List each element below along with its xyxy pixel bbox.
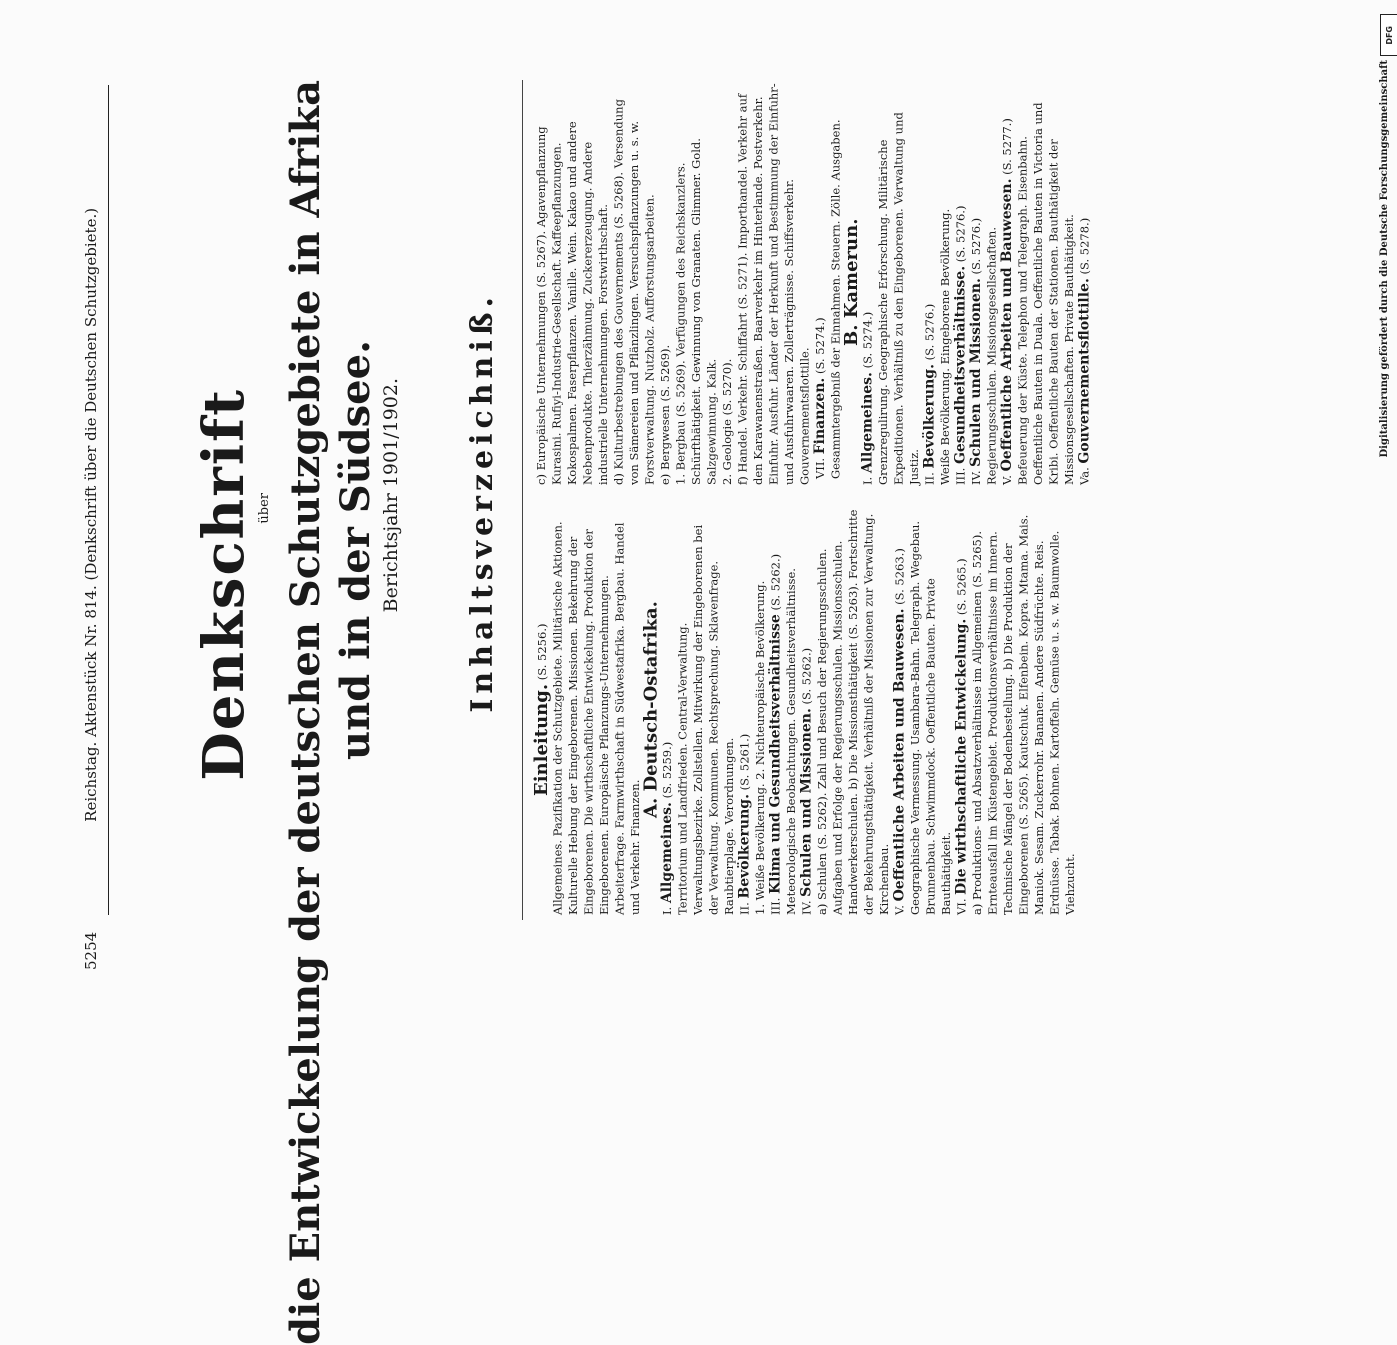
section-b-item-num: II.: [922, 472, 937, 485]
section-b-item-page: (S. 5276.): [953, 205, 968, 263]
section-a-item-num: V.: [892, 905, 907, 915]
title-subline-2: und in der Südsee.: [332, 340, 379, 760]
einleitung-text: Allgemeines. Pazifikation der Schutzgebiete. Militärische Aktionen. Kulturelle Hebung der Eingeborenen. Missionen. Bekehrung der Eingeborenen. Die wirthschaftliche Entwickelung. Produktion der Eingeborenen. Europäische Pflanzungs-Unternehmungen. Arbeiterfrage. Farmwirthschaft in Südwestafrika. Bergbau. Handel und Verkehr. Finanzen.: [550, 521, 642, 915]
toc-column-left: [531, 505, 1077, 915]
section-a-item-title: Bevölkerung.: [736, 794, 753, 899]
section-a-item-title: Die wirthschaftliche Entwickelung.: [953, 618, 970, 895]
item-d: d) Kulturbestrebungen des Gouvernements (S. 5268). Versendung von Sämereien und Pflänzlingen. Versuchspflanzungen u. s. w. Forstverwaltung. Nutzholz. Aufforstungsarbeiten.: [611, 99, 657, 485]
section-a-item-page: (S. 5265.): [954, 558, 969, 616]
section-a-item-num: VI.: [954, 898, 969, 915]
dfg-logo: DFG: [1380, 14, 1397, 56]
section-b-item-title: Gesundheitsverhältnisse.: [952, 265, 969, 465]
section-b-item: [923, 84, 954, 485]
toc-einleitung: [531, 505, 644, 915]
section-a-item-text: Geographische Vermessung. Usambara-Bahn. Telegraph. Wegebau. Brunnenbau. Schwimmdock. Oeffentliche Bauten. Private Bauthätigkeit.: [908, 520, 953, 915]
title-subline-1: die Entwickelung der deutschen Schutzgebiete in Afrika: [282, 80, 329, 1345]
toc-heading: Inhaltsverzeichniß.: [465, 292, 500, 713]
section-a-item-title: Oeffentliche Arbeiten und Bauwesen.: [891, 608, 908, 902]
section-b-item-num: V.: [1000, 475, 1014, 485]
section-a-item-title: Schulen und Missionen.: [798, 708, 815, 897]
section-a-list: [660, 505, 1079, 915]
section-b-item-title: Gouvernementsflottille.: [1076, 278, 1093, 464]
section-a-item-text: Meteorologische Beobachtungen. Gesundheitsverhältnisse.: [784, 568, 798, 915]
document-title: Denkschrift: [191, 388, 257, 781]
section-b-item-text: Weiße Bevölkerung. Eingeborene Bevölkerung.: [938, 208, 952, 485]
section-b-item-text: Befeuerung der Küste. Telephon und Telegraph. Eisenbahn. Oeffentliche Bauten in Duala. Oeffentliche Bauten in Victoria und Kribi. Oeffentliche Bauten der Stationen. Bauthätigkeit der Missionsgesellschaften. Private Bauthätigkeit.: [1015, 102, 1076, 485]
section-a-item: [738, 509, 769, 915]
section-a-item-page: (S. 5261.): [737, 733, 752, 791]
section-b-item-page: (S. 5277.): [1000, 118, 1014, 175]
section-a-item-page: (S. 5263.): [892, 548, 907, 605]
section-b-item-num: III.: [953, 467, 968, 485]
section-b-item-title: Schulen und Missionen.: [968, 278, 984, 467]
section-b-item-page: (S. 5274.): [860, 311, 875, 369]
section-a-item-page: (S. 5262.): [799, 647, 814, 705]
section-a-item-num: III.: [768, 897, 783, 915]
einleitung-page: (S. 5256.): [535, 623, 549, 681]
section-b-item-title: Bevölkerung.: [921, 364, 938, 469]
section-b-item-title: Oeffentliche Arbeiten und Bauwesen.: [999, 178, 1015, 472]
item-e2: 2. Geologie (S. 5270).: [720, 358, 734, 485]
section-a-item-text: a) Produktions- und Absatzverhältnisse im Allgemeinen (S. 5265). Ernteausfall im Küstengebiet. Produktionsverhältnisse im Innern. Technische Mängel der Bodenbestellung. b) Die Produktion der Eingeborenen (S. 5265). Kautschuk. Elfenbein. Kopra. Mtama. Mais. Maniok. Sesam. Zuckerrohr. Bananen. Andere Südfrüchte. Reis. Erdnüsse. Tabak. Bohnen. Kartoffeln. Gemüse u. s. w. Baumwolle. Viehzucht.: [970, 514, 1077, 915]
section-b-item: [1078, 84, 1094, 485]
section-b-item-num: IV.: [969, 470, 983, 485]
section-a-item-num: I.: [660, 906, 674, 915]
header-rule: [108, 85, 109, 915]
section-b-item-text: Grenzregulirung. Geographische Erforschung. Militärische Expeditionen. Verhältniß zu den Eingeborenen. Verwaltung und Justiz.: [876, 112, 921, 485]
section-b-item-num: Va.: [1077, 467, 1092, 485]
section-b-item: [969, 84, 1000, 485]
digitization-credit: Digitalisierung gefördert durch die Deutsche Forschungsgemeinschaft: [1379, 60, 1390, 458]
section-a-item-num: II.: [737, 902, 752, 915]
page-number: 5254: [82, 931, 100, 970]
item-f: f) Handel. Verkehr. Schiffahrt (S. 5271). Importhandel. Verkehr auf den Karawanenstraßen. Baarverkehr im Hinterlande. Postverkehr. Einfuhr. Ausfuhr. Länder der Herkunft und Bestimmung der Einfuhr- und Ausfuhrwaaren. Zollerträgnisse. Schiffsverkehr. Gouvernementsflottille.: [735, 83, 812, 485]
section-a-title: A. Deutsch-Ostafrika.: [640, 601, 662, 819]
section-a-item: [893, 509, 955, 915]
section-a-item-title: Allgemeines.: [659, 802, 675, 904]
section-a-item: [769, 509, 800, 915]
section-b-item-page: (S. 5276.): [969, 217, 983, 275]
section-b-item-page: (S. 5276.): [922, 303, 937, 361]
running-head: [84, 40, 99, 970]
section-b-item: [861, 84, 923, 485]
section-a-item-num: IV.: [799, 900, 814, 915]
section-b-item-page: (S. 5278.): [1077, 217, 1092, 275]
section-b-list: [861, 80, 1094, 485]
section-a-item-text: Territorium und Landfrieden. Central-Verwaltung. Verwaltungsbezirke. Zollstellen. Mitwirkung der Eingeborenen bei der Verwaltung. Kommunen. Rechtsprechung. Sklavenfrage. Raubtierplage. Verordnungen.: [675, 524, 736, 915]
section-b-title: B. Kamerun.: [841, 218, 862, 347]
section-b-item: [954, 84, 970, 485]
item-e1: 1. Bergbau (S. 5269). Verfügungen des Reichskanzlers. Schürfthätigkeit. Gewinnung von Granaten. Glimmer. Gold. Salzgewinnung. Kalk.: [673, 138, 719, 485]
section-b-item-text: Regierungsschulen. Missionsgesellschaften.: [984, 227, 999, 485]
einleitung-title: Einleitung.: [531, 684, 552, 797]
item-vii: VII. Finanzen. (S. 5274.) Gesammtergebniß der Einnahmen. Steuern. Zölle. Ausgaben.: [812, 119, 843, 479]
section-b-item: [1000, 84, 1078, 485]
item-e: e) Bergwesen (S. 5269).: [658, 344, 672, 485]
section-a-item: [800, 509, 893, 915]
section-b-item-num: I.: [860, 476, 875, 485]
section-a-item-page: (S. 5259.): [660, 741, 674, 799]
section-a-item-text: a) Schulen (S. 5262). Zahl und Besuch der Regierungsschulen. Aufgaben und Erfolge der Regierungsschulen. Missionsschulen. Handwerkerschulen. b) Die Missionsthätigkeit (S. 5263). Fortschritte der Bekehrungsthätigkeit. Verhältniß der Missionen zur Verwaltung. Kirchenbau.: [815, 509, 891, 915]
section-b-item-title: Allgemeines.: [859, 372, 876, 474]
item-c: c) Europäische Unternehmungen (S. 5267). Agavenpflanzung Kurasini. Rufiyi-Industrie-Gesellschaft. Kaffeepflanzungen. Kokospalmen. Faserpflanzen. Vanille. Wein. Kakao und andere Nebenprodukte. Thierzähmung. Zuckererzeugung. Andere industrielle Unternehmungen. Forstwirthschaft.: [534, 121, 610, 485]
section-a-item-title: Klima und Gesundheitsverhältnisse: [767, 614, 784, 895]
section-a-item: [955, 509, 1079, 915]
title-connector: über: [257, 493, 272, 524]
divider-rule: [522, 80, 523, 920]
report-year: Berichtsjahr 1901/1902.: [380, 378, 402, 613]
section-a-item-page: (S. 5262.): [768, 553, 783, 611]
running-head-text: Reichstag. Aktenstück Nr. 814. (Denkschrift über die Deutschen Schutzgebiete.): [82, 207, 100, 822]
section-a-item: [660, 509, 738, 915]
toc-column-right: [534, 80, 1314, 485]
section-a-item-text: 1. Weiße Bevölkerung. 2. Nichteuropäische Bevölkerung.: [753, 580, 767, 915]
